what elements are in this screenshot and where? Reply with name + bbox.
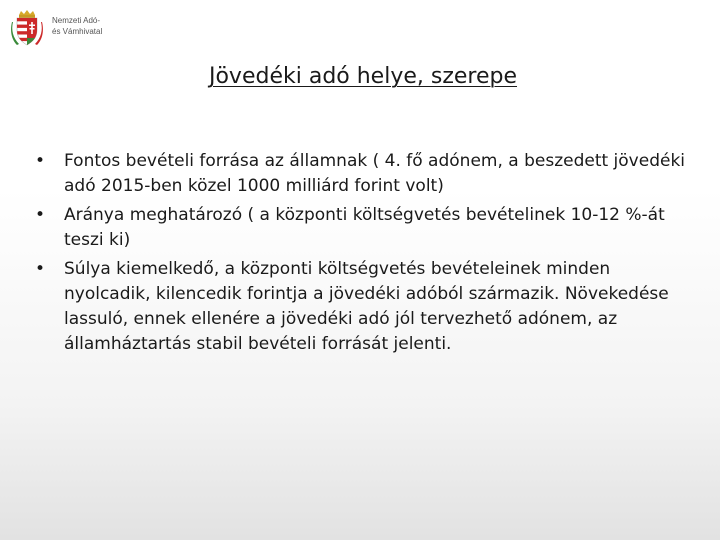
bullet-item — [34, 257, 694, 357]
bullet-dot-icon: • — [34, 259, 46, 279]
bullet-list — [34, 149, 694, 361]
bullet-text: Aránya meghatározó ( a központi költségvetés bevételinek 10-12 %-át teszi ki) — [64, 205, 665, 250]
bullet-dot-icon: • — [34, 151, 46, 171]
slide-title: Jövedéki adó helye, szerepe — [208, 64, 518, 89]
coat-of-arms-icon — [10, 8, 44, 48]
logo-text-line-1: Nemzeti Adó- — [52, 16, 101, 25]
logo-text — [52, 15, 102, 37]
bullet-item — [34, 149, 694, 199]
logo-text-line-2: és Vámhivatal — [52, 27, 103, 36]
nav-logo — [10, 8, 130, 48]
bullet-text: Fontos bevételi forrása az államnak ( 4. fő adónem, a beszedett jövedéki adó 2015-ben közel 1000 milliárd forint volt) — [64, 151, 686, 196]
bullet-item — [34, 203, 694, 253]
bullet-dot-icon: • — [34, 205, 46, 225]
bullet-text: Súlya kiemelkedő, a központi költségvetés bevételeinek minden nyolcadik, kilencedik forintja a jövedéki adóból származik. Növekedése lassuló, ennek ellenére a jövedéki adó jól tervezhető adónem, az államháztartás stabil bevételi forrását jelenti. — [64, 259, 669, 354]
